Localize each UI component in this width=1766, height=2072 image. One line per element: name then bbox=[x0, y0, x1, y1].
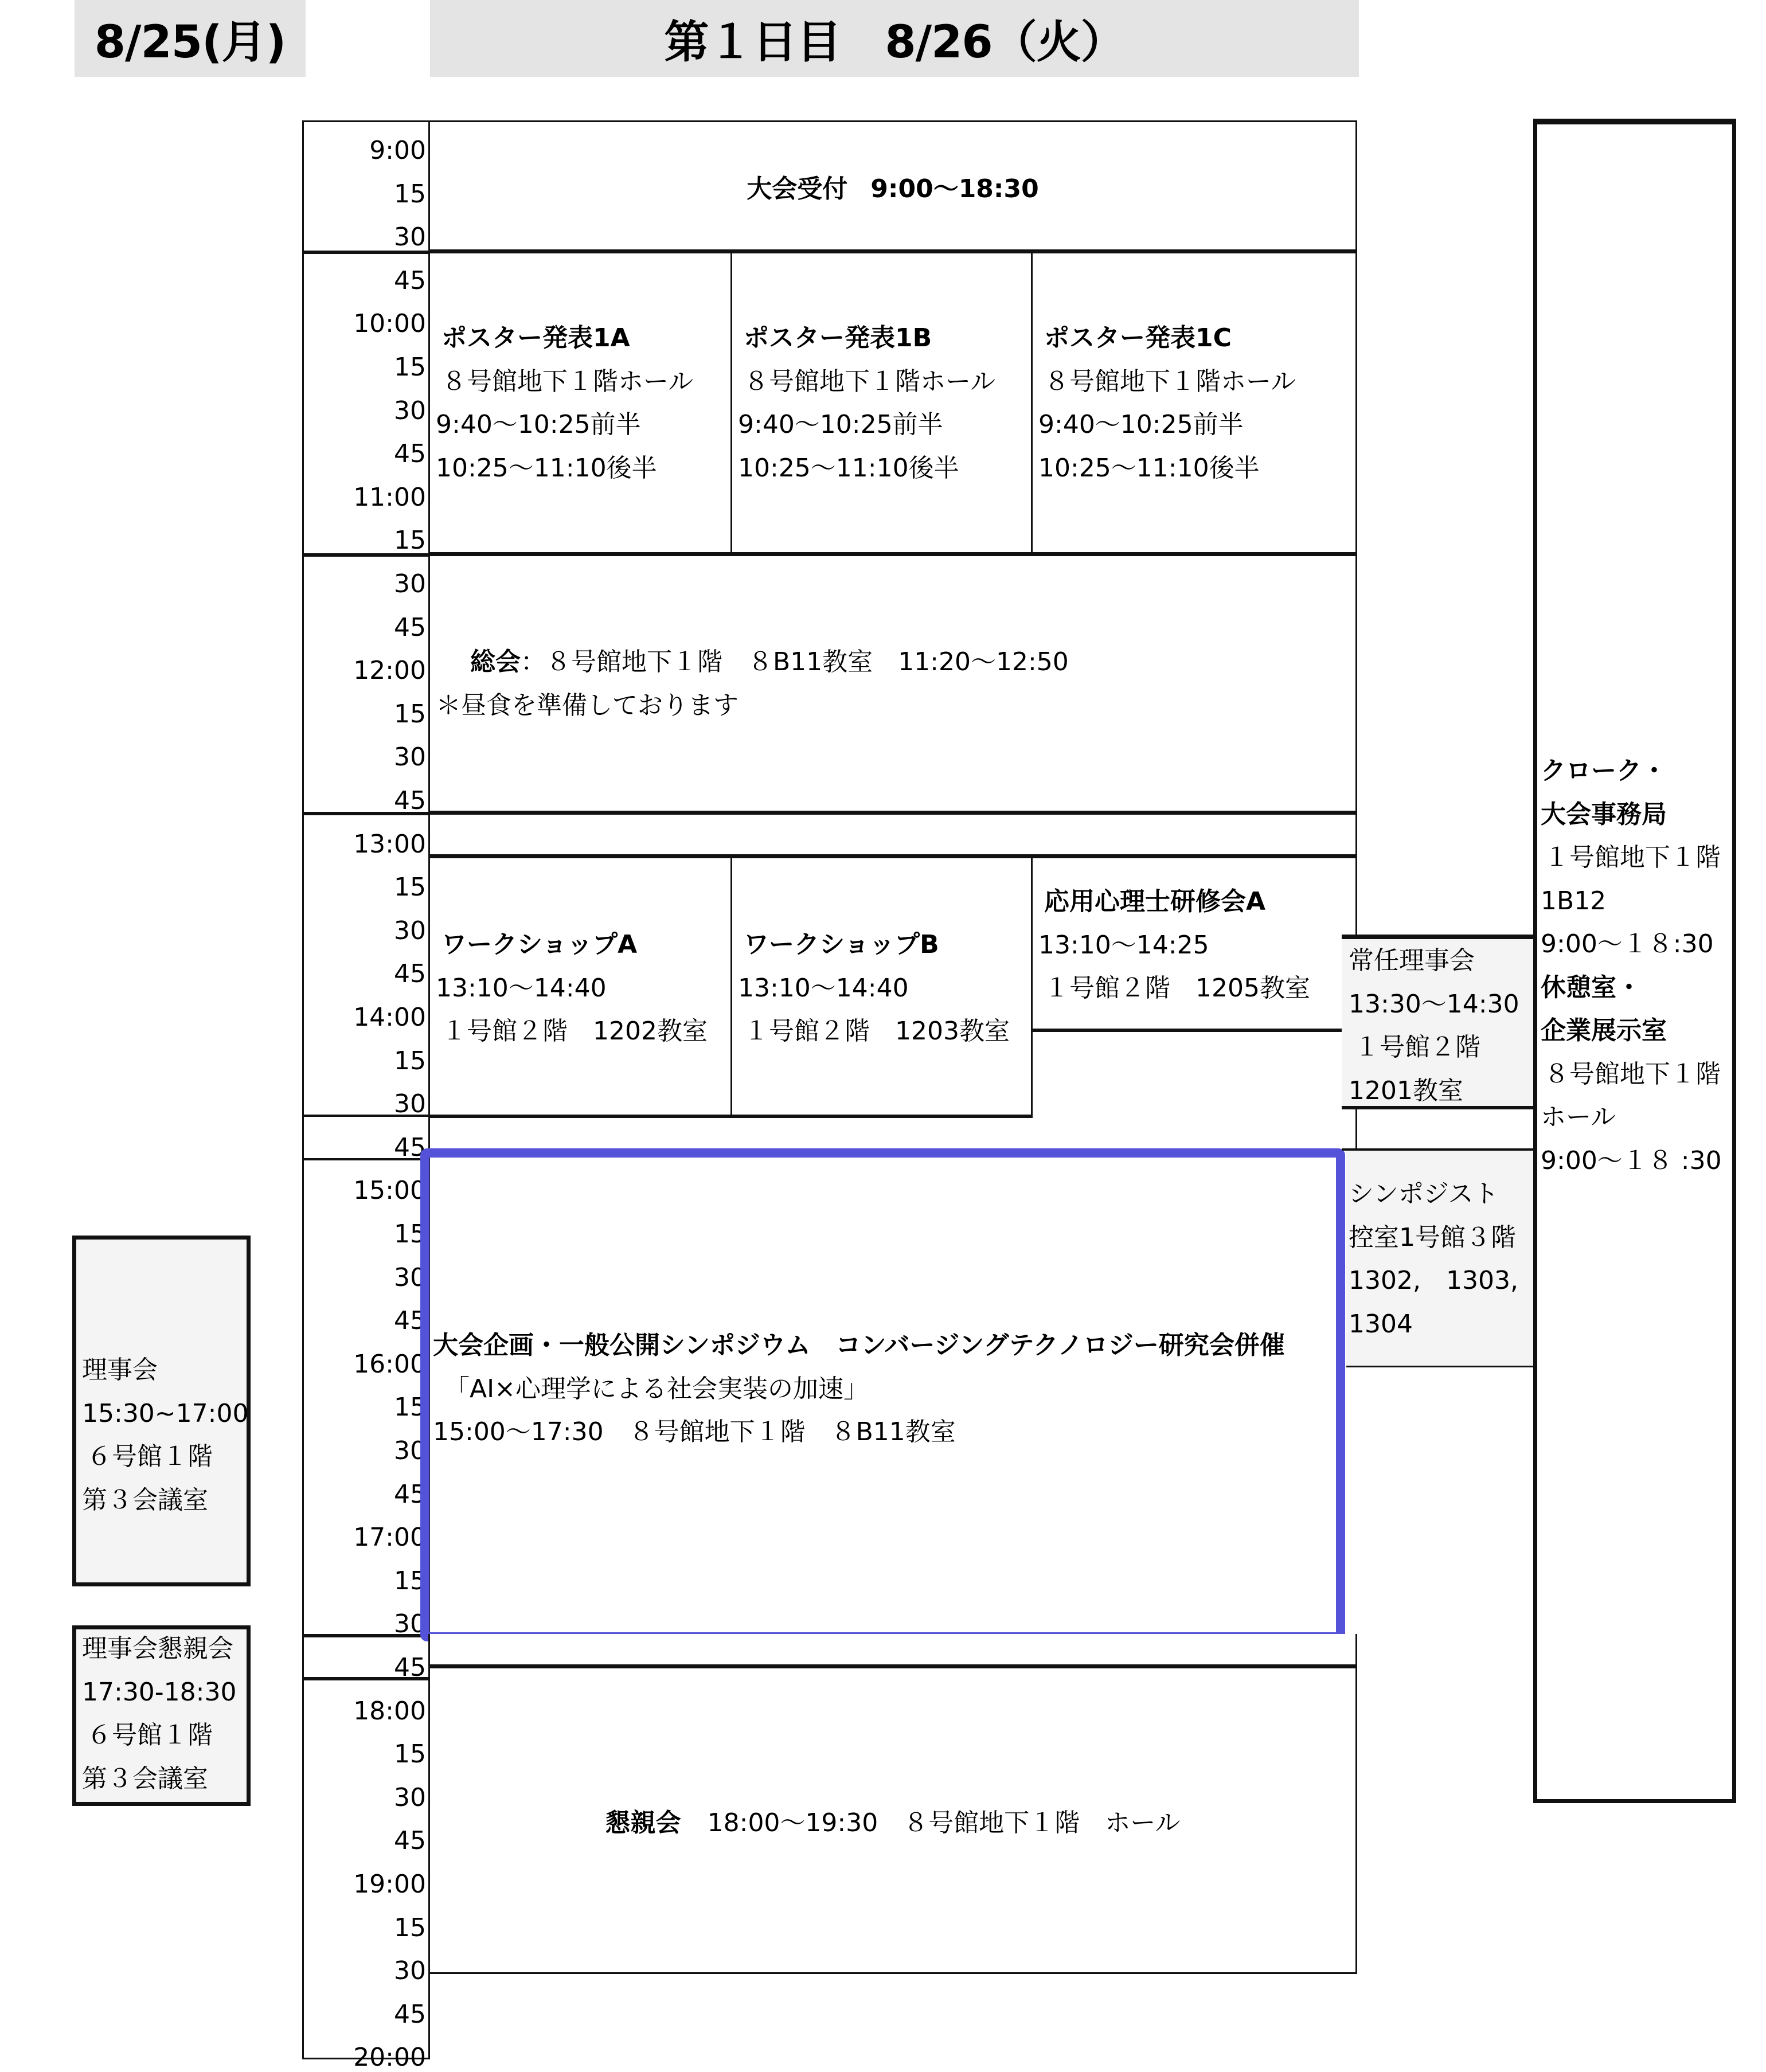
time-label: 15 bbox=[394, 1046, 426, 1076]
symposist-line: シンポジスト bbox=[1349, 1179, 1499, 1209]
time-label: 15 bbox=[394, 353, 426, 382]
time-divider bbox=[302, 1634, 430, 1637]
workshop-place: １号館２階 1202教室 bbox=[442, 1017, 708, 1046]
training-time: 13:10〜14:25 bbox=[1038, 930, 1209, 960]
poster-place: ８号館地下１階ホール bbox=[442, 366, 694, 396]
time-label: 30 bbox=[394, 569, 426, 599]
time-label: 30 bbox=[394, 222, 426, 252]
general-meeting-detail: ：８号館地下１階 ８B11教室 11:20〜12:50 bbox=[521, 647, 1069, 677]
poster-second-half: 10:25〜11:10後半 bbox=[1038, 453, 1260, 483]
cloak-line: 9:00〜１８:30 bbox=[1541, 929, 1714, 959]
lounge-line: ホール bbox=[1541, 1103, 1616, 1132]
symposium-title: 大会企画・一般公開シンポジウム コンバージングテクノロジー研究会併催 bbox=[433, 1331, 1285, 1360]
standing-board-line: 常任理事会 bbox=[1349, 946, 1475, 975]
time-label: 15 bbox=[394, 1393, 426, 1422]
symposist-line: 1304 bbox=[1349, 1309, 1413, 1339]
time-label: 15 bbox=[394, 1913, 426, 1942]
poster-place: ８号館地下１階ホール bbox=[744, 366, 996, 396]
training-block bbox=[1031, 854, 1357, 1030]
time-label: 45 bbox=[394, 439, 426, 469]
cloak-lounge-box bbox=[1533, 119, 1736, 1803]
day-title-header bbox=[430, 0, 1359, 77]
time-label: 45 bbox=[394, 265, 426, 295]
lounge-title: 休憩室・ bbox=[1541, 972, 1642, 1002]
time-label: 15 bbox=[394, 1566, 426, 1596]
time-divider bbox=[302, 1677, 430, 1680]
symposist-line: 1302, 1303, bbox=[1349, 1266, 1518, 1295]
time-label: 15 bbox=[394, 179, 426, 209]
general-meeting-title: 総会 bbox=[470, 647, 521, 677]
workshop-b bbox=[730, 854, 1033, 1116]
board-meeting-line: 理事会 bbox=[82, 1355, 158, 1385]
time-label: 30 bbox=[394, 1956, 426, 1986]
day-title: 第１日目 8/26（火） bbox=[664, 17, 1125, 68]
poster-second-half: 10:25〜11:10後半 bbox=[738, 453, 959, 483]
symposist-line: 控室1号館３階 bbox=[1349, 1222, 1516, 1252]
prev-day-header bbox=[75, 0, 306, 77]
time-label: 30 bbox=[394, 1609, 426, 1639]
poster-first-half: 9:40〜10:25前半 bbox=[738, 410, 943, 439]
poster-title: ポスター発表1B bbox=[744, 323, 932, 353]
lounge-line: ８号館地下１階 bbox=[1544, 1059, 1721, 1089]
board-meeting-line: 第３会議室 bbox=[82, 1485, 208, 1515]
reception-time: 9:00〜18:30 bbox=[870, 174, 1039, 204]
time-label: 9:00 bbox=[369, 136, 426, 165]
poster-first-half: 9:40〜10:25前半 bbox=[1038, 410, 1244, 439]
workshop-time: 13:10〜14:40 bbox=[436, 973, 607, 1003]
time-label: 15 bbox=[394, 1739, 426, 1769]
time-label: 15 bbox=[394, 699, 426, 729]
board-meeting-line: 15:30~17:00 bbox=[82, 1398, 249, 1428]
symposist-room-block bbox=[1346, 1151, 1536, 1367]
reception-title: 大会受付 bbox=[747, 174, 848, 204]
workshop-place: １号館２階 1203教室 bbox=[744, 1017, 1010, 1046]
standing-board-block bbox=[1342, 935, 1536, 1109]
reception-block bbox=[428, 120, 1357, 252]
board-party-box bbox=[72, 1625, 251, 1806]
time-label: 17:00 bbox=[353, 1523, 426, 1553]
cloak-line: 1B12 bbox=[1541, 886, 1607, 916]
time-label: 19:00 bbox=[353, 1870, 426, 1899]
poster-second-half: 10:25〜11:10後半 bbox=[436, 453, 657, 483]
poster-1a bbox=[428, 249, 732, 555]
time-label: 30 bbox=[394, 396, 426, 425]
time-divider bbox=[302, 553, 430, 557]
time-label: 45 bbox=[394, 786, 426, 815]
time-label: 30 bbox=[394, 1262, 426, 1292]
time-label: 16:00 bbox=[353, 1349, 426, 1379]
time-divider bbox=[302, 1158, 430, 1160]
standing-board-line: １号館２階 bbox=[1354, 1033, 1480, 1062]
time-label: 15 bbox=[394, 873, 426, 902]
party-block bbox=[428, 1664, 1357, 1974]
workshop-time: 13:10〜14:40 bbox=[738, 973, 909, 1003]
cloak-line: １号館地下１階 bbox=[1544, 843, 1721, 872]
poster-1c bbox=[1031, 249, 1357, 555]
time-divider bbox=[302, 812, 430, 815]
time-label: 45 bbox=[394, 1306, 426, 1336]
cloak-title: クローク・ bbox=[1541, 756, 1667, 785]
poster-title: ポスター発表1A bbox=[442, 323, 630, 353]
workshop-a bbox=[428, 854, 732, 1116]
poster-first-half: 9:40〜10:25前半 bbox=[436, 410, 641, 439]
time-label: 13:00 bbox=[353, 829, 426, 859]
time-label: 30 bbox=[394, 1089, 426, 1119]
time-label: 15:00 bbox=[353, 1176, 426, 1206]
workshop-title: ワークショップB bbox=[744, 930, 939, 959]
time-column bbox=[302, 120, 430, 2072]
time-label: 45 bbox=[394, 959, 426, 989]
symposium-subtitle: 「AI×心理学による社会実装の加速」 bbox=[444, 1374, 869, 1404]
time-label: 14:00 bbox=[353, 1003, 426, 1032]
board-party-line: 第３会議室 bbox=[82, 1764, 208, 1793]
time-label: 30 bbox=[394, 1436, 426, 1465]
grid-line bbox=[428, 1115, 1033, 1118]
lounge-title: 企業展示室 bbox=[1541, 1016, 1667, 1045]
board-party-line: ６号館１階 bbox=[87, 1721, 213, 1750]
board-party-line: 17:30-18:30 bbox=[82, 1677, 237, 1707]
poster-title: ポスター発表1C bbox=[1044, 323, 1232, 353]
prev-day-label: 8/25(月) bbox=[94, 17, 286, 68]
workshop-title: ワークショップA bbox=[442, 930, 638, 959]
time-label: 30 bbox=[394, 1782, 426, 1812]
symposium-detail: 15:00〜17:30 ８号館地下１階 ８B11教室 bbox=[433, 1417, 956, 1447]
time-label: 15 bbox=[394, 1219, 426, 1249]
time-label: 45 bbox=[394, 1479, 426, 1509]
time-divider bbox=[302, 251, 430, 254]
right-empty-row bbox=[1342, 1109, 1536, 1151]
general-meeting-note: ＊昼食を準備しております bbox=[436, 690, 739, 720]
training-place: １号館２階 1205教室 bbox=[1044, 974, 1310, 1003]
poster-place: ８号館地下１階ホール bbox=[1044, 366, 1296, 396]
standing-board-line: 13:30〜14:30 bbox=[1349, 989, 1519, 1019]
time-label: 45 bbox=[394, 1653, 426, 1682]
board-meeting-box bbox=[72, 1236, 251, 1586]
time-label: 30 bbox=[394, 742, 426, 772]
party-detail: 18:00〜19:30 ８号館地下１階 ホール bbox=[707, 1808, 1181, 1838]
grid-line bbox=[1031, 1029, 1357, 1032]
time-label: 12:00 bbox=[353, 656, 426, 686]
time-label: 20:00 bbox=[353, 2043, 426, 2072]
training-title: 応用心理士研修会A bbox=[1044, 887, 1266, 916]
general-meeting-block bbox=[428, 552, 1357, 814]
lounge-line: 9:00〜１８ :30 bbox=[1541, 1146, 1722, 1175]
empty-slot-1300 bbox=[428, 811, 1357, 857]
time-label: 11:00 bbox=[353, 482, 426, 512]
time-label: 45 bbox=[394, 1826, 426, 1856]
party-title: 懇親会 bbox=[605, 1808, 681, 1838]
time-divider bbox=[302, 1115, 430, 1117]
cloak-title: 大会事務局 bbox=[1541, 799, 1667, 829]
board-meeting-line: ６号館１階 bbox=[87, 1442, 213, 1471]
poster-1b bbox=[730, 249, 1033, 555]
time-label: 10:00 bbox=[353, 309, 426, 339]
time-label: 45 bbox=[394, 1999, 426, 2029]
time-label: 45 bbox=[394, 612, 426, 642]
time-label: 15 bbox=[394, 526, 426, 556]
standing-board-line: 1201教室 bbox=[1349, 1076, 1463, 1105]
board-party-line: 理事会懇親会 bbox=[82, 1634, 233, 1663]
time-label: 18:00 bbox=[353, 1696, 426, 1726]
time-label: 30 bbox=[394, 916, 426, 945]
time-label: 45 bbox=[394, 1132, 426, 1162]
symposium-highlight[interactable] bbox=[420, 1148, 1345, 1641]
